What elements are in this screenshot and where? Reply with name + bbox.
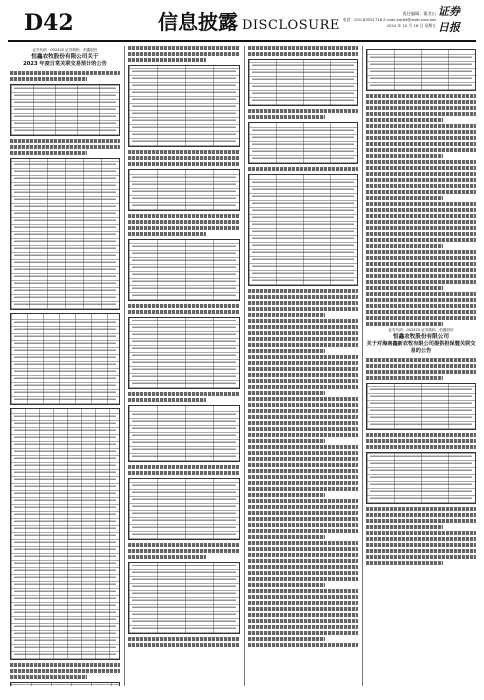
table xyxy=(366,452,476,504)
body-text xyxy=(366,364,476,368)
body-text xyxy=(248,301,358,305)
announcement-subject: 2023 年度日常关联交易预计的公告 xyxy=(23,61,107,67)
body-text xyxy=(366,142,476,146)
body-text xyxy=(248,313,325,317)
table xyxy=(10,84,120,136)
body-text xyxy=(366,124,476,128)
body-text xyxy=(248,553,358,557)
body-text xyxy=(366,280,476,284)
body-text xyxy=(248,619,358,623)
body-text xyxy=(128,162,240,166)
body-text xyxy=(248,577,358,581)
body-text xyxy=(10,663,120,667)
body-text xyxy=(366,178,476,182)
newspaper-logo: 证券日报 xyxy=(438,5,460,34)
body-text xyxy=(248,439,325,443)
table xyxy=(366,49,476,91)
body-text xyxy=(10,77,87,81)
body-text xyxy=(366,184,476,188)
body-text xyxy=(248,631,358,635)
body-text xyxy=(10,145,120,149)
body-text xyxy=(128,156,240,160)
body-text xyxy=(248,571,358,575)
body-text xyxy=(248,523,358,527)
body-text xyxy=(366,244,443,248)
body-text xyxy=(10,71,120,75)
body-text xyxy=(248,373,358,377)
body-text xyxy=(366,238,476,242)
body-text xyxy=(366,525,443,529)
body-text xyxy=(248,493,325,497)
body-text xyxy=(128,398,206,402)
body-text xyxy=(248,307,358,311)
body-text xyxy=(128,304,240,308)
body-text xyxy=(248,541,358,545)
body-text xyxy=(366,445,476,449)
body-text xyxy=(10,139,120,143)
body-text xyxy=(128,637,240,641)
body-text xyxy=(248,343,358,347)
body-text xyxy=(128,465,240,469)
body-text xyxy=(366,519,476,523)
section-title-chinese: 信息披露 xyxy=(158,10,238,34)
body-text xyxy=(248,409,358,413)
body-text xyxy=(248,115,325,119)
body-text xyxy=(366,322,443,326)
body-text xyxy=(248,565,358,569)
table xyxy=(128,478,240,540)
body-text xyxy=(248,355,358,359)
body-text xyxy=(248,499,358,503)
body-text xyxy=(366,310,476,314)
body-text xyxy=(248,475,358,479)
body-text xyxy=(366,166,476,170)
body-text xyxy=(248,481,358,485)
body-text xyxy=(366,549,476,553)
body-text xyxy=(366,358,476,362)
body-text xyxy=(248,445,358,449)
body-text xyxy=(128,555,206,559)
table xyxy=(10,158,120,310)
body-text xyxy=(248,403,358,407)
body-text xyxy=(366,439,476,443)
announcement-code-line: 证券代码：002420 证券简称：恒鑫股份 xyxy=(388,328,454,332)
body-text xyxy=(366,268,476,272)
body-text xyxy=(366,370,476,374)
contact-line: 电话：010-83251716 E-mail:zqrb9@zqrb.sina.net xyxy=(342,17,436,22)
body-text xyxy=(248,421,358,425)
body-text xyxy=(248,289,358,293)
body-text xyxy=(248,583,325,587)
body-text xyxy=(366,256,476,260)
body-text xyxy=(248,295,358,299)
body-text xyxy=(128,643,240,647)
body-text xyxy=(248,601,358,605)
body-text xyxy=(248,469,358,473)
editor-line: 责任编辑：董君山 xyxy=(402,11,436,16)
body-text xyxy=(248,385,358,389)
body-text xyxy=(248,167,358,171)
body-text xyxy=(366,202,476,206)
body-text xyxy=(248,337,358,341)
body-text xyxy=(366,106,476,110)
body-text xyxy=(366,543,476,547)
announcement-header-2 xyxy=(366,328,476,355)
body-text xyxy=(248,379,358,383)
body-text xyxy=(248,367,358,371)
table xyxy=(10,313,120,405)
body-text xyxy=(248,613,358,617)
body-text xyxy=(366,376,443,380)
body-text xyxy=(366,190,476,194)
body-text xyxy=(248,505,358,509)
column-divider xyxy=(124,46,125,686)
column-4 xyxy=(366,46,476,686)
table xyxy=(128,239,240,301)
table xyxy=(10,408,120,660)
body-text xyxy=(366,292,476,296)
body-text xyxy=(248,547,358,551)
body-text xyxy=(248,487,358,491)
announcement-code-line: 证券代码：002420 证券简称：恒鑫股份 xyxy=(32,48,98,52)
table xyxy=(10,682,120,686)
body-text xyxy=(366,262,476,266)
body-text xyxy=(248,511,358,515)
column-1 xyxy=(10,46,120,686)
body-text xyxy=(248,529,358,533)
column-2 xyxy=(128,46,240,686)
table xyxy=(248,122,358,164)
body-text xyxy=(128,46,240,50)
body-text xyxy=(248,397,358,401)
body-text xyxy=(366,232,476,236)
body-text xyxy=(248,415,358,419)
table xyxy=(128,405,240,462)
body-text xyxy=(248,427,358,431)
body-text xyxy=(248,589,358,593)
table xyxy=(366,383,476,430)
body-text xyxy=(248,361,358,365)
body-text xyxy=(248,433,358,437)
body-text xyxy=(248,535,325,539)
body-text xyxy=(128,220,240,224)
body-text xyxy=(366,94,476,98)
body-text xyxy=(248,625,358,629)
body-text xyxy=(366,316,476,320)
body-text xyxy=(128,214,240,218)
table xyxy=(128,317,240,389)
table xyxy=(128,169,240,211)
body-text xyxy=(10,669,120,673)
announcement-company: 恒鑫农牧股份有限公司 xyxy=(393,334,449,340)
body-text xyxy=(366,172,476,176)
body-text xyxy=(248,331,358,335)
body-text xyxy=(366,250,476,254)
body-text xyxy=(366,513,476,517)
table xyxy=(248,59,358,106)
body-text xyxy=(10,675,87,679)
body-text xyxy=(248,559,358,563)
section-title-english: DISCLOSURE xyxy=(242,18,340,33)
body-text xyxy=(366,154,443,158)
body-text xyxy=(366,507,476,511)
body-text xyxy=(366,298,476,302)
table xyxy=(128,562,240,634)
body-text xyxy=(128,543,240,547)
masthead xyxy=(8,6,476,42)
body-text xyxy=(248,319,358,323)
body-text xyxy=(366,136,476,140)
body-text xyxy=(248,457,358,461)
body-text xyxy=(128,150,240,154)
body-text xyxy=(366,118,443,122)
body-text xyxy=(128,226,240,230)
body-text xyxy=(366,555,476,559)
announcement-company: 恒鑫农牧股份有限公司关于 xyxy=(31,54,99,60)
section-title xyxy=(158,9,340,35)
body-text xyxy=(248,46,358,50)
body-text xyxy=(366,100,476,104)
body-text xyxy=(366,537,476,541)
masthead-meta xyxy=(316,11,436,29)
body-text xyxy=(366,160,476,164)
table xyxy=(248,174,358,286)
body-text xyxy=(366,214,476,218)
body-text xyxy=(248,451,358,455)
body-text xyxy=(248,643,358,647)
body-text xyxy=(366,220,476,224)
body-text xyxy=(248,109,358,113)
body-text xyxy=(366,433,476,437)
body-text xyxy=(128,471,240,475)
announcement-header-1 xyxy=(10,48,120,68)
body-text xyxy=(366,196,443,200)
body-text xyxy=(10,151,87,155)
body-text xyxy=(248,325,358,329)
body-text xyxy=(366,531,476,535)
body-text xyxy=(248,463,358,467)
body-text xyxy=(366,561,443,565)
body-text xyxy=(366,208,476,212)
page-number: D42 xyxy=(24,10,74,36)
body-text xyxy=(248,52,358,56)
body-text xyxy=(128,392,240,396)
body-text xyxy=(248,391,325,395)
body-text xyxy=(366,226,476,230)
body-text xyxy=(128,58,206,62)
body-text xyxy=(366,304,476,308)
body-text xyxy=(366,130,476,134)
column-divider xyxy=(362,46,363,686)
column-divider xyxy=(244,46,245,686)
column-3 xyxy=(248,46,358,686)
body-text xyxy=(366,274,476,278)
table xyxy=(128,65,240,147)
date-line: 2024 年 10 月 18 日 星期五 xyxy=(386,23,436,28)
body-text xyxy=(248,349,325,353)
body-text xyxy=(248,607,358,611)
body-text xyxy=(248,595,358,599)
body-text xyxy=(128,52,240,56)
body-text xyxy=(128,310,240,314)
announcement-subject: 关于对海南鑫新农牧有限公司提供担保暨关联交易的公告 xyxy=(366,341,476,354)
body-text xyxy=(128,232,206,236)
body-text xyxy=(366,148,476,152)
body-text xyxy=(366,286,443,290)
body-text xyxy=(366,112,476,116)
body-text xyxy=(128,549,240,553)
body-text xyxy=(248,517,358,521)
body-text xyxy=(248,637,325,641)
